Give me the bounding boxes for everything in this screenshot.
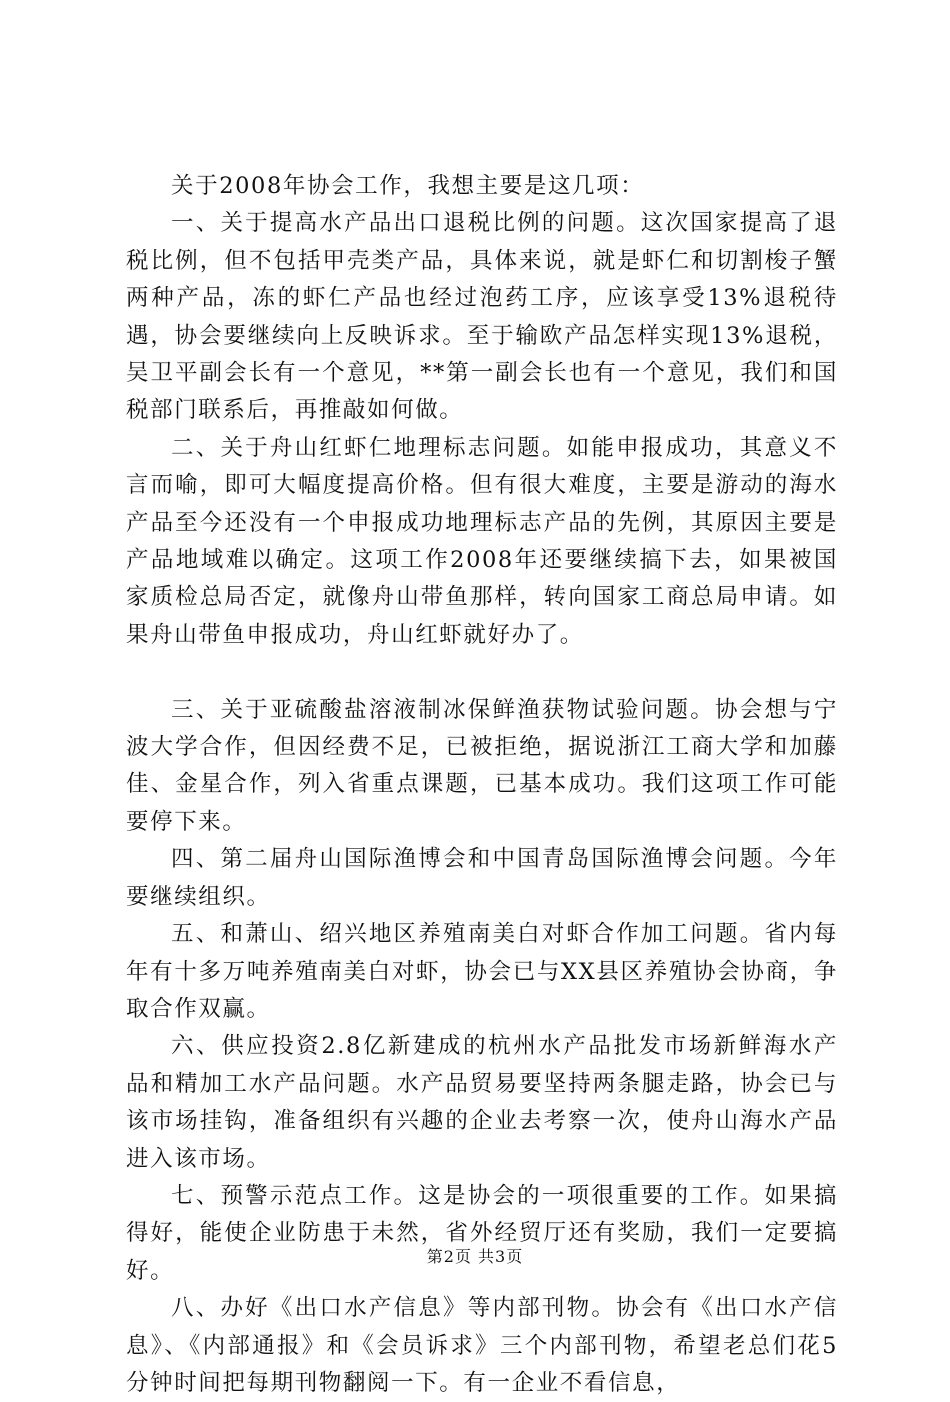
document-body	[126, 168, 838, 1402]
paragraph-item-5: 五、和萧山、绍兴地区养殖南美白对虾合作加工问题。省内每年有十多万吨养殖南美白对虾，协会已与XX县区养殖协会协商，争取合作双赢。	[126, 921, 838, 1022]
paragraph-item-7: 七、预警示范点工作。这是协会的一项很重要的工作。如果搞得好，能使企业防患于未然，省外经贸厅还有奖励，我们一定要搞好。	[126, 1182, 838, 1284]
paragraph-item-1: 一、关于提高水产品出口退税比例的问题。这次国家提高了退税比例，但不包括甲壳类产品，具体来说，就是虾仁和切割梭子蟹两种产品，冻的虾仁产品也经过泡药工序，应该享受13%退税待遇，协会要继续向上反映诉求。至于输欧产品怎样实现13%退税，吴卫平副会长有一个意见，**第一副会长也有一个意见，我们和国税部门联系后，再推敲如何做。	[126, 210, 838, 424]
paragraph-item-8: 八、办好《出口水产信息》等内部刊物。协会有《出口水产信息》、《内部通报》和《会员诉求》三个内部刊物，希望老总们花5分钟时间把每期刊物翻阅一下。有一企业不看信息，	[126, 1295, 838, 1396]
paragraph-item-3: 三、关于亚硫酸盐溶液制冰保鲜渔获物试验问题。协会想与宁波大学合作，但因经费不足，已被拒绝，据说浙江工商大学和加藤佳、金星合作，列入省重点课题，已基本成功。我们这项工作可能要停下来。	[126, 696, 838, 835]
paragraph-item-4: 四、第二届舟山国际渔博会和中国青岛国际渔博会问题。今年要继续组织。	[126, 846, 838, 910]
paragraph-intro: 关于2008年协会工作，我想主要是这几项：	[171, 173, 645, 199]
paragraph-item-2: 二、关于舟山红虾仁地理标志问题。如能申报成功，其意义不言而喻，即可大幅度提高价格。但有很大难度，主要是游动的海水产品至今还没有一个申报成功地理标志产品的先例，其原因主要是产品地域难以确定。这项工作2008年还要继续搞下去，如果被国家质检总局否定，就像舟山带鱼那样，转向国家工商总局申请。如果舟山带鱼申报成功，舟山红虾就好办了。	[126, 434, 838, 648]
paragraph-item-6: 六、供应投资2.8亿新建成的杭州水产品批发市场新鲜海水产品和精加工水产品问题。水产品贸易要坚持两条腿走路，协会已与该市场挂钩，准备组织有兴趣的企业去考察一次，使舟山海水产品进入该市场。	[126, 1033, 838, 1172]
page-footer: 第2页 共3页	[426, 1247, 524, 1266]
